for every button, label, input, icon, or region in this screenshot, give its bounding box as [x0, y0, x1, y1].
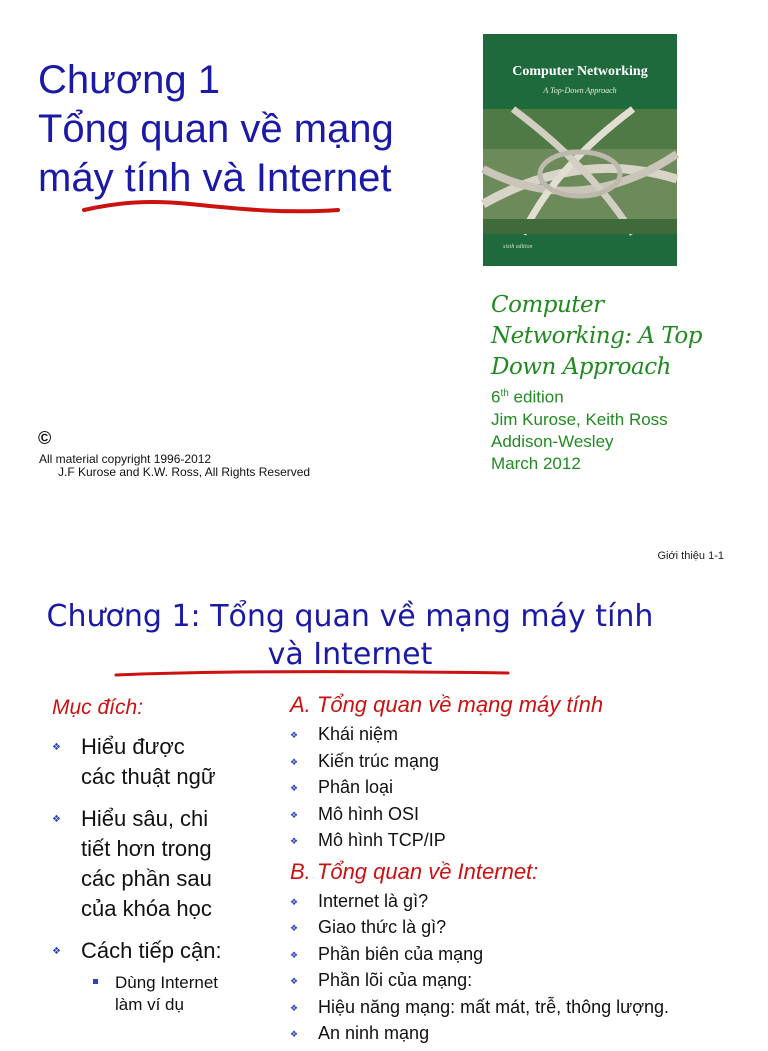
title-line: Chương 1: [38, 58, 220, 102]
list-item-line: tiết hơn trong: [81, 836, 212, 861]
section-b-list: [290, 888, 768, 1047]
edition-number: 6: [491, 387, 501, 407]
list-item: [290, 994, 768, 1021]
list-item-text: Khái niệm: [318, 724, 399, 744]
title-line: và Internet: [267, 637, 433, 672]
slide-number: Giới thiệu 1-1: [657, 550, 724, 562]
diamond-bullet-icon: ❖: [52, 814, 61, 825]
section-a-heading: A. Tổng quan về mạng máy tính: [290, 692, 604, 717]
reference-title-line: Down Approach: [491, 354, 671, 380]
reference-edition: [491, 383, 761, 409]
list-item: [290, 941, 768, 968]
edition-word: edition: [513, 387, 564, 407]
book-reference: [491, 290, 761, 475]
list-item: [52, 732, 272, 792]
red-underline: [112, 667, 512, 681]
list-item-text: Mô hình OSI: [318, 803, 420, 824]
list-item: [290, 774, 768, 801]
title-line: Tổng quan về mạng: [38, 107, 394, 151]
list-item-text: Mô hình TCP/IP: [318, 830, 446, 850]
copyright-line-2: J.F Kurose and K.W. Ross, All Rights Reserved: [58, 465, 311, 479]
purpose-column: [52, 696, 272, 1028]
list-item: [290, 914, 768, 941]
diamond-bullet-icon: ❖: [52, 742, 61, 753]
book-cover: [483, 34, 677, 281]
slide-2-title: [0, 598, 700, 674]
title-line: Chương 1: Tổng quan về mạng máy tính: [46, 599, 654, 634]
diamond-bullet-icon: ❖: [52, 946, 61, 957]
list-item-line: các thuật ngữ: [81, 764, 216, 789]
sub-list-line: làm ví dụ: [115, 995, 184, 1014]
diamond-bullet-icon: ❖: [290, 783, 299, 793]
diamond-bullet-icon: ❖: [290, 836, 299, 846]
list-item-line: các phần sau: [81, 866, 212, 891]
diamond-bullet-icon: ❖: [290, 756, 299, 767]
purpose-label: Mục đích:: [52, 696, 144, 719]
sub-list: [81, 972, 272, 1016]
book-cover-authors: KUROSE | ROSS: [541, 271, 619, 281]
list-item-line: Cách tiếp cận:: [81, 938, 222, 963]
list-item-line: Hiểu được: [81, 734, 185, 759]
slide-2: [0, 575, 768, 1043]
list-item-line: của khóa học: [81, 896, 212, 921]
reference-date: March 2012: [491, 453, 581, 473]
list-item-text: Phần lõi của mạng:: [318, 970, 473, 990]
diamond-bullet-icon: ❖: [290, 896, 299, 907]
diamond-bullet-icon: ❖: [290, 976, 299, 986]
list-item-text: Hiệu năng mạng: mất mát, trễ, thông lượng.: [318, 996, 670, 1017]
section-b-heading: B. Tổng quan về Internet:: [290, 858, 539, 884]
list-item: [52, 936, 272, 1016]
list-item: [290, 721, 768, 748]
sub-list-line: Dùng Internet: [115, 973, 219, 992]
diamond-bullet-icon: ❖: [290, 809, 299, 820]
highway-interchange-image: [483, 109, 677, 234]
list-item: [290, 1020, 768, 1047]
title-line: máy tính và Internet: [38, 156, 392, 200]
diamond-bullet-icon: ❖: [290, 949, 299, 960]
section-a-list: [290, 721, 768, 854]
list-item-line: Hiểu sâu, chi: [81, 806, 209, 831]
list-item: [290, 888, 768, 915]
copyright-line-1: All material copyright 1996-2012: [39, 452, 212, 466]
list-item: [290, 748, 768, 775]
diamond-bullet-icon: ❖: [290, 923, 299, 933]
reference-publisher: Addison-Wesley: [491, 431, 614, 451]
outline-column: [290, 691, 768, 1051]
edition-suffix: th: [500, 388, 509, 399]
list-item: [52, 804, 272, 924]
reference-title: [491, 290, 761, 383]
list-item: [290, 827, 768, 854]
diamond-bullet-icon: ❖: [290, 1029, 299, 1039]
book-cover-subtitle: A Top-Down Approach: [543, 86, 617, 95]
square-bullet-icon: [93, 979, 98, 984]
list-item-text: Internet là gì?: [318, 890, 429, 911]
list-item: [290, 801, 768, 828]
list-item-text: An ninh mạng: [318, 1023, 430, 1043]
reference-title-line: Computer: [491, 292, 604, 318]
slide-1-title: [38, 56, 478, 203]
purpose-list: [52, 732, 272, 1016]
list-item-text: Kiến trúc mạng: [318, 750, 440, 771]
copyright-icon: ©: [38, 428, 52, 448]
diamond-bullet-icon: ❖: [290, 1002, 299, 1013]
book-cover-title: Computer Networking: [512, 64, 648, 79]
diamond-bullet-icon: ❖: [290, 730, 299, 740]
reference-authors: Jim Kurose, Keith Ross: [491, 409, 668, 429]
red-underline: [80, 196, 342, 220]
list-item-text: Giao thức là gì?: [318, 917, 447, 937]
list-item-text: Phần biên của mạng: [318, 943, 484, 964]
sub-list-item: [81, 972, 272, 1016]
reference-title-line: Networking: A Top: [491, 323, 702, 349]
book-cover-edition: sixth edition: [503, 244, 533, 250]
list-item-text: Phân loại: [318, 777, 394, 797]
list-item: [290, 967, 768, 994]
